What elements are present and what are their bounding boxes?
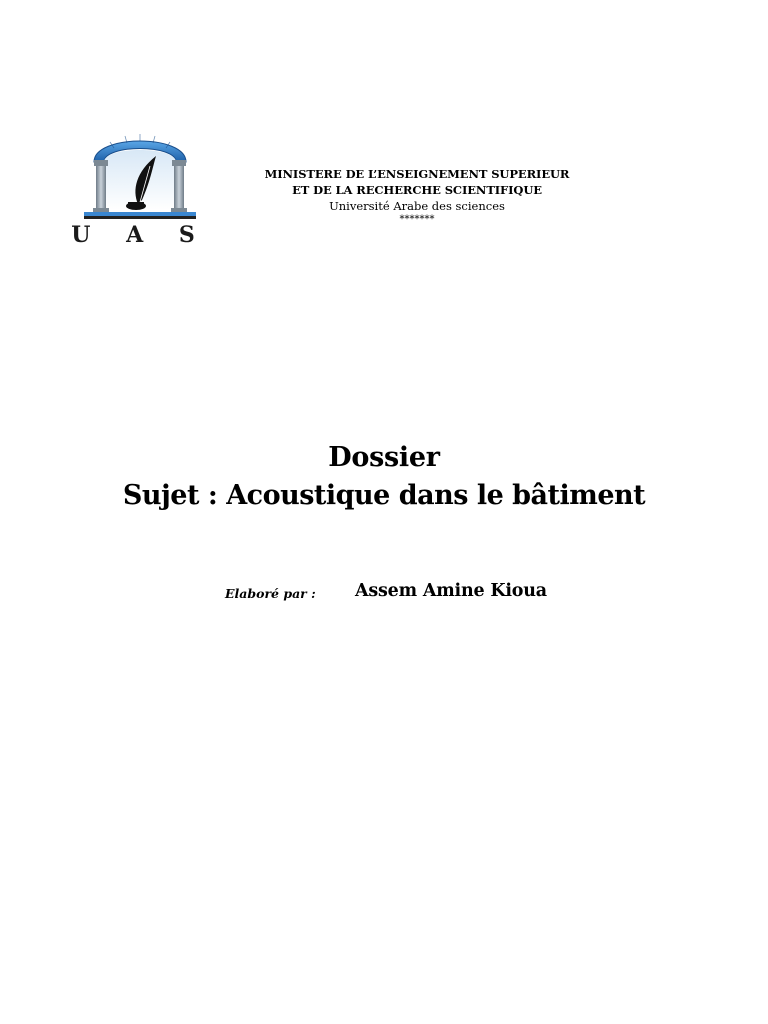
header-separator: ******* [399,214,435,225]
institution-header [230,166,604,226]
logo-letters: U A S [71,222,209,248]
title-block [0,438,768,514]
uas-emblem-icon [71,120,209,248]
university-name: Université Arabe des sciences [329,199,505,213]
document-subject: Sujet : Acoustique dans le bâtiment [122,480,646,511]
author-label: Elaboré par : [225,586,316,601]
ministry-line-1: MINISTERE DE L’ENSEIGNEMENT SUPERIEUR [264,167,570,181]
ministry-line-2: ET DE LA RECHERCHE SCIENTIFIQUE [292,183,542,197]
university-logo [71,120,209,248]
document-title: Dossier [328,442,440,473]
author-name: Assem Amine Kioua [355,581,547,601]
